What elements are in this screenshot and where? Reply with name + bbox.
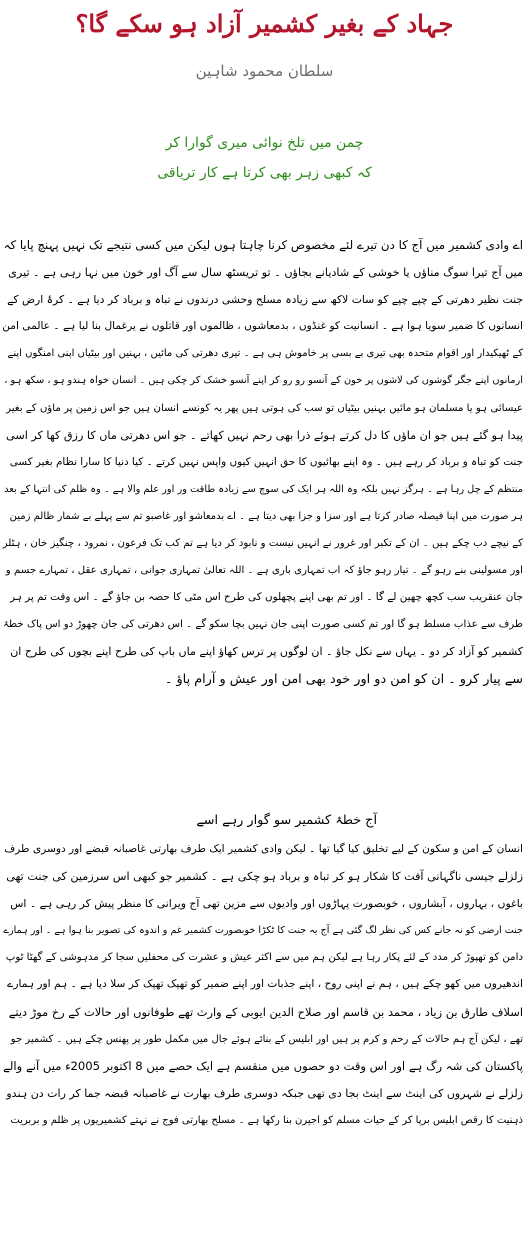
text-line: پیدا ہو گئے ہیں جو ان ماؤں کا دل کرتے ہوئے ذرا بھی رحم نہیں کھاتے ۔ جو اس دھرتی ماں کا رزق کھا کر اسی <box>6 428 523 442</box>
poem-line-2: کہ کبھی زہر بھی کرتا ہے کار تریاقی <box>157 165 372 181</box>
subheading: آج خطۂ کشمیر سو گوار رہے اسے <box>196 813 377 828</box>
text-line: میں آج تیرا سوگ مناؤں یا خوشی کے شادیانے بجاؤں ۔ تو تریسٹھ سال سے آگ اور خون میں نہا رہی ہے ۔ تیری <box>8 266 523 280</box>
text-line: جنت ارضی کو نہ جانے کس کی نظر لگ گئی ہے آج یہ جنت کا ٹکڑا خوبصورت کشمیر غم و اندوہ کی تصویر بنا ہوا ہے ۔ اور ہمارے <box>3 925 523 937</box>
paragraph-1 <box>2 232 523 797</box>
text-line: اے وادی کشمیر میں آج کا دن تیرے لئے مخصوص کرنا چاہتا ہوں لیکن میں کسی نتیجے تک نہیں پہنچ پایا کہ <box>3 238 523 252</box>
text-line: کے ٹھیکیدار اور اقوام متحدہ بھی تیری بے بسی پر خاموش ہی ہے ۔ تیری دھرتی کی مائیں ، بہنیں اور بیٹیاں اپنی امنگوں اپنے <box>7 348 523 360</box>
text-line: ہر صورت میں اپنا فیصلہ صادر کرتا ہے اور سزا و جزا بھی دیتا ہے ۔ اے بدمعاشو اور غاصبو تم سے پہلے بے شمار ظالم زمین <box>9 510 523 522</box>
text-line: اور مسولینی بنے رہو گے ۔ تیار رہو جاؤ کہ اب تمہاری باری ہے ۔ اللہ تعالیٰ تمہاری جوانی ، تمہاری عقل ، تمہارے جسم و <box>5 565 523 577</box>
text-line: جنت کو تباہ و برباد کر رہے ہیں ۔ وہ اپنے بھائیوں کا حق انہیں کیوں واپس نہیں کرتے ۔ کیا دنیا کا سارا نظام بغیر کسی <box>9 455 523 468</box>
text-line: اندھیروں میں کھو چکے ہیں ، ہم نے اپنی روح ، اپنے جذبات اور اپنے ضمیر کو تھپک تھپک کر سلا دیا ہے ۔ ہم اور ہمارے <box>7 978 523 991</box>
text-line: اسلاف طارق بن زیاد ، محمد بن قاسم اور صلاح الدین ایوبی کے وارث تھے طوفانوں اور حالات کے رخ موڑ دیتے <box>8 1004 523 1019</box>
text-line: طرف سے عذاب مسلط ہو گا اور تم کسی صورت اپنی جان نہیں بچا سکو گے ۔ اس دھرتی کی جان چھوڑ دو اس پاک خطۂ <box>3 619 523 631</box>
text-line: منتظم کے چل رہا ہے ۔ ہرگز نہیں بلکہ وہ اللہ ہر ایک کی سوچ سے زیادہ طاقت ور اور علم والا ہے ۔ وہ ظلم کی انتہا کے بعد <box>4 483 523 495</box>
author-name: سلطان محمود شاہین <box>195 62 334 80</box>
text-line: جنت نظیر دھرتی کے چپے چپے کو سات لاکھ سے زیادہ مسلح وحشی درندوں نے تباہ و برباد کر دیا ہے ۔ کرۂ ارض کے <box>7 293 523 307</box>
text-line: ذہنیت کا رقص ابلیس برپا کر کے حیات مسلم کو اجیرن بنا رکھا ہے ۔ مسلح بھارتی فوج نے نہتے کشمیریوں پر ظلم و بربریت <box>10 1114 523 1126</box>
text-line: عیسائی ہو یا مسلمان ہو مائیں بہنیں بیٹیاں تو سب کی ہوتی ہیں پھر یہ کونسے انسان ہیں جو اس زمین پر ماؤں کے بغیر <box>6 402 523 414</box>
text-line: سے پیار کرو ۔ ان کو امن دو اور خود بھی امن اور عیش و آرام پاؤ ۔ <box>164 671 523 687</box>
text-line: دامن کو تھپوڑ کر مدد کے لئے پکار رہا ہے لیکن ہم میں سے اکثر عیش و عشرت کی محفلیں سجا کر مدہوشی کے گھٹا ٹوپ <box>5 952 523 964</box>
paragraph-2 <box>2 836 523 1256</box>
text-line: باغوں ، بہاروں ، آبشاروں ، خوبصورت پہاڑوں اور وادیوں سے مزین تھی آج ویرانی کا منظر پیش کر رہی ہے ۔ اس <box>10 897 523 911</box>
text-line: تھے ، لیکن آج ہم حالات کے رحم و کرم پر ہیں اور ابلیس کے بنائے ہوئے جال میں مکمل طور پر پھنس چکے ہیں ۔ کشمیر جو <box>10 1033 523 1045</box>
article-title: جہاد کے بغیر کشمیر آزاد ہو سکے گا؟ <box>75 9 454 38</box>
text-line: کشمیر کو آزاد کر دو ۔ یہاں سے نکل جاؤ ۔ ان لوگوں پر ترس کھاؤ اپنے ماں باپ کی طرح اپنے بچوں کی طرح ان <box>10 645 523 659</box>
text-line: پاکستان کی شہ رگ ہے اور اس وقت دو حصوں میں منقسم ہے ایک حصے میں 8 اکتوبر 2005ء میں آنے والے <box>3 1058 523 1073</box>
text-line: جان عنقریب سب کچھ چھین لے گا ۔ اور تم بھی اپنے پچھلوں کی طرح اس مٹی کا حصہ بن جاؤ گے ۔ اس وقت تم پر ہر <box>10 591 523 604</box>
text-line: زلزلے نے شہروں کی اینٹ سے اینٹ بجا دی تھی جبکہ دوسری طرف بھارت نے غاصبانہ قبضہ جما کر رات دن ہندو <box>6 1086 523 1100</box>
text-line: انسانوں کا ضمیر سویا ہوا ہے ۔ انسانیت کو غنڈوں ، بدمعاشوں ، ظالموں اور قاتلوں نے یرغمال بنا لیا ہے ۔ عالمی امن <box>2 320 523 333</box>
poem-line-1: چمن میں تلخ نوائی میری گوارا کر <box>165 135 364 151</box>
text-line: کے نیچے دب چکے ہیں ۔ ان کے تکبر اور غرور نے انہیں نیست و نابود کر دیا ہے تم کب تک فرعون ، نمرود ، چنگیز خان ، ہٹلر <box>2 538 523 550</box>
text-line: انسان کے امن و سکون کے لیے تخلیق کیا گیا تھا ۔ لیکن وادی کشمیر ایک طرف بھارتی غاصبانہ قبضے اور دوسری طرف <box>4 843 523 855</box>
text-line: ارمانوں اپنے جگر گوشوں کی لاشوں پر خون کے آنسو رو رو کر اپنے آنسو خشک کر چکی ہیں ۔ انسان خواہ ہندو ہو ، سکھ ہو ، <box>4 375 523 387</box>
text-line: زلزلے جیسی ناگہانی آفت کا شکار ہو کر تباہ و برباد ہو چکی ہے ۔ کشمیر جو کبھی اس سرزمین کی جنت تھی <box>6 870 523 884</box>
